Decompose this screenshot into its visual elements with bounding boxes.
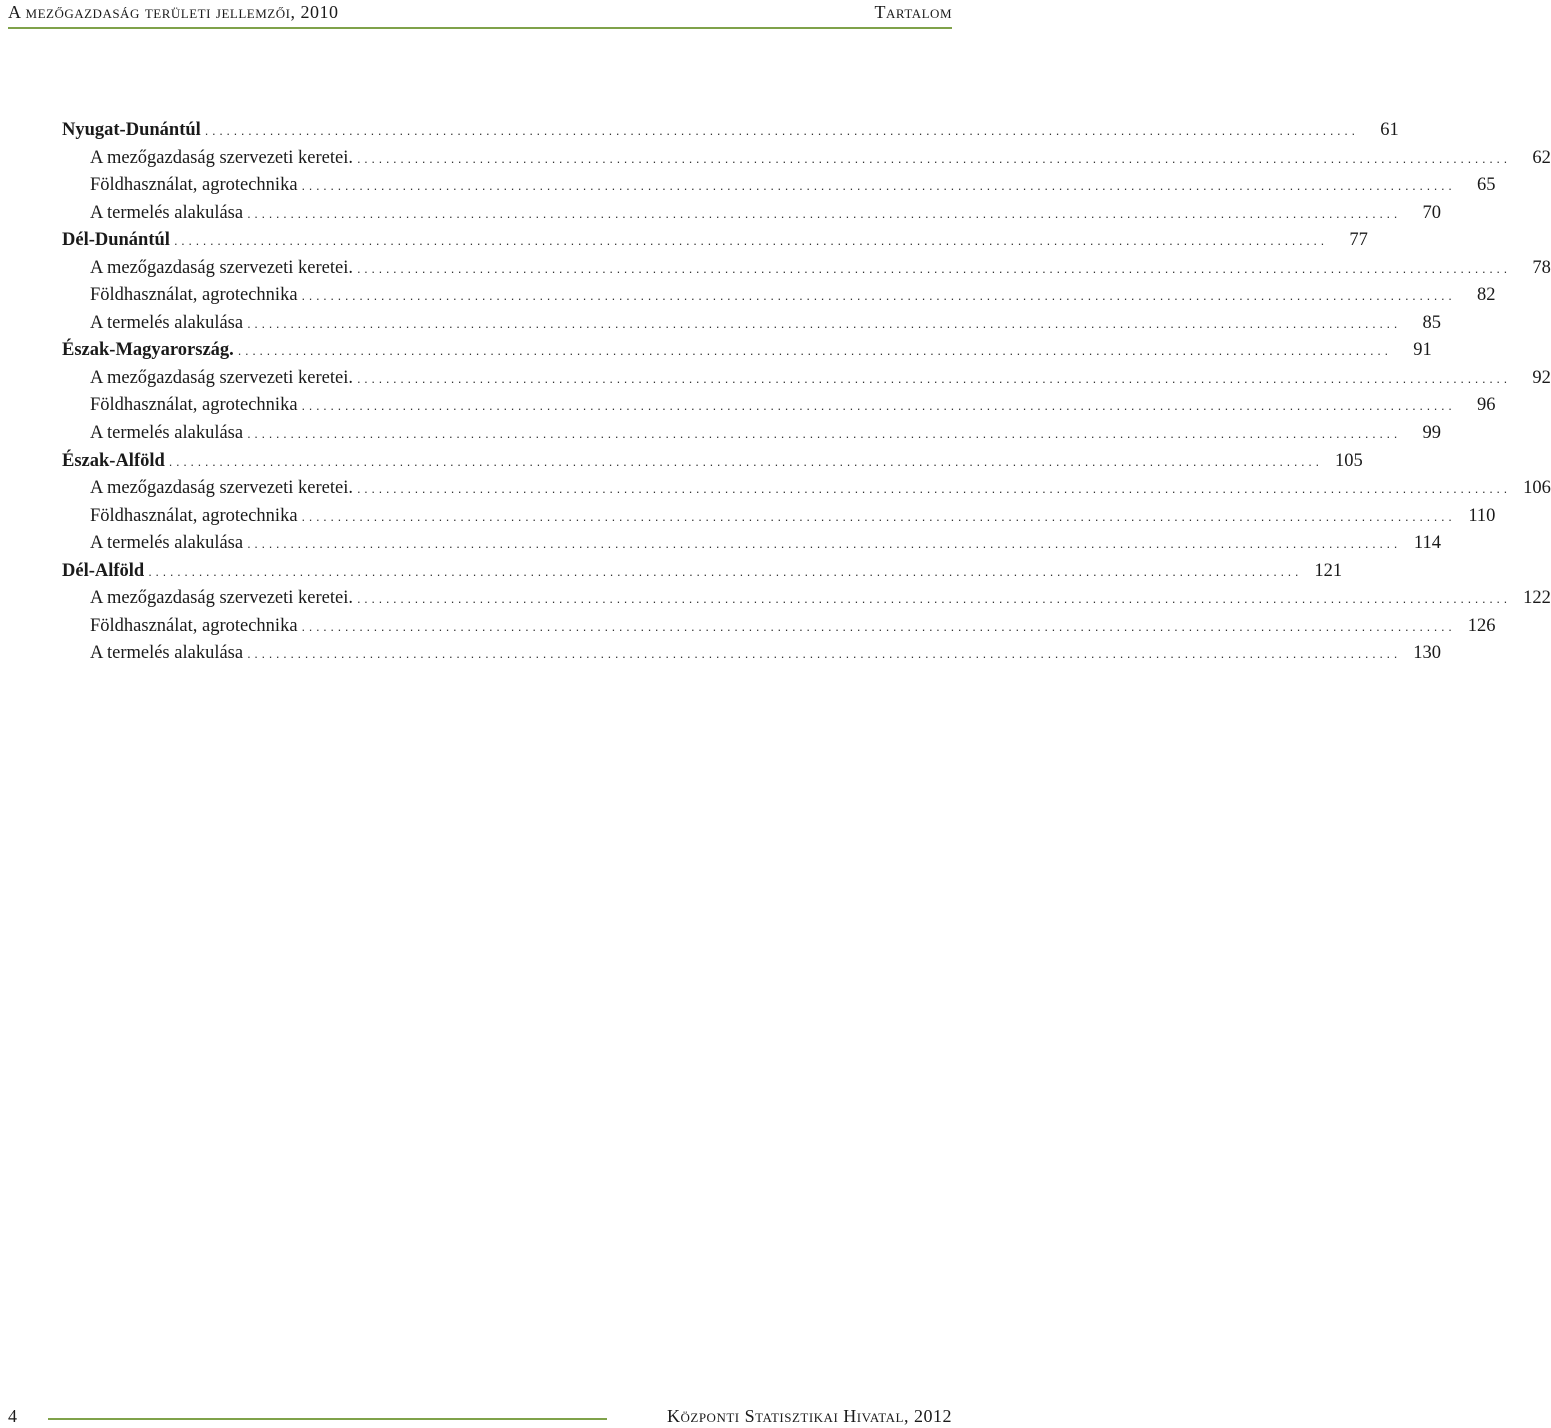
- table-of-contents: [62, 117, 1551, 668]
- toc-entry-page: 130: [1413, 643, 1441, 664]
- toc-subsection-entry[interactable]: [62, 255, 1551, 283]
- toc-entry-title: A mezőgazdaság szervezeti keretei.: [90, 588, 353, 609]
- toc-entry-page: 62: [1532, 147, 1551, 168]
- toc-entry-page: 99: [1422, 423, 1441, 444]
- toc-subsection-entry[interactable]: [62, 585, 1551, 613]
- toc-entry-page: 105: [1334, 450, 1363, 471]
- toc-entry-title: Észak-Alföld: [62, 450, 165, 471]
- toc-entry-page: 85: [1422, 312, 1441, 333]
- toc-entry-title: Földhasználat, agrotechnika: [90, 285, 298, 306]
- dot-leader: ................................................................................................................................................................: [204, 123, 1359, 138]
- toc-entry-page: 77: [1349, 230, 1368, 251]
- dot-leader: ................................................................................................................................................................: [356, 591, 1511, 607]
- dot-leader: ................................................................................................................................................................: [148, 563, 1303, 579]
- toc-subsection-entry[interactable]: [62, 282, 1496, 310]
- dot-leader: ................................................................................................................................................................: [168, 453, 1323, 469]
- toc-entry-title: A mezőgazdaság szervezeti keretei.: [90, 257, 353, 278]
- toc-subsection-entry[interactable]: [62, 613, 1496, 641]
- dot-leader: ................................................................................................................................................................: [356, 150, 1511, 166]
- toc-entry-page: 114: [1413, 533, 1441, 554]
- toc-entry-title: Dél-Alföld: [62, 560, 145, 581]
- toc-entry-title: A termelés alakulása: [90, 643, 244, 664]
- toc-entry-page: 106: [1523, 478, 1551, 499]
- toc-entry-page: 91: [1413, 340, 1432, 361]
- toc-entry-page: 122: [1523, 588, 1551, 609]
- toc-region-entry[interactable]: [62, 337, 1432, 365]
- dot-leader: ................................................................................................................................................................: [356, 260, 1511, 276]
- page-footer: [8, 1400, 952, 1428]
- toc-entry-page: 61: [1380, 120, 1399, 140]
- toc-entry-title: Földhasználat, agrotechnika: [90, 615, 298, 636]
- toc-region-entry[interactable]: [62, 227, 1368, 255]
- toc-subsection-entry[interactable]: [62, 475, 1551, 503]
- toc-region-entry[interactable]: [62, 558, 1343, 586]
- toc-entry-title: A mezőgazdaság szervezeti keretei.: [90, 147, 353, 168]
- toc-entry-page: 65: [1476, 175, 1496, 196]
- dot-leader: ................................................................................................................................................................: [173, 233, 1328, 249]
- dot-leader: ................................................................................................................................................................: [247, 205, 1401, 221]
- toc-entry-page: 70: [1422, 202, 1441, 223]
- toc-entry-page: 82: [1476, 285, 1496, 306]
- toc-entry-title: Észak-Magyarország.: [62, 340, 234, 361]
- toc-subsection-entry[interactable]: [62, 420, 1441, 448]
- toc-region-entry[interactable]: [62, 448, 1363, 476]
- footer-rule: [48, 1418, 607, 1420]
- toc-subsection-entry[interactable]: [62, 392, 1496, 420]
- dot-leader: ................................................................................................................................................................: [301, 508, 1456, 524]
- dot-leader: ................................................................................................................................................................: [356, 370, 1511, 386]
- toc-entry-page: 92: [1532, 367, 1551, 388]
- toc-subsection-entry[interactable]: [62, 503, 1496, 531]
- toc-entry-title: A termelés alakulása: [90, 202, 244, 223]
- toc-subsection-entry[interactable]: [62, 530, 1441, 558]
- toc-entry-title: Földhasználat, agrotechnika: [90, 395, 298, 416]
- dot-leader: ................................................................................................................................................................: [247, 646, 1401, 662]
- toc-entry-page: 110: [1468, 505, 1496, 526]
- dot-leader: ................................................................................................................................................................: [237, 343, 1392, 359]
- toc-subsection-entry[interactable]: [62, 200, 1441, 228]
- toc-entry-title: Földhasználat, agrotechnika: [90, 175, 298, 196]
- toc-entry-title: A mezőgazdaság szervezeti keretei.: [90, 367, 353, 388]
- dot-leader: ................................................................................................................................................................: [301, 618, 1456, 634]
- toc-entry-title: Nyugat-Dunántúl: [62, 120, 201, 140]
- toc-region-entry[interactable]: [62, 117, 1399, 145]
- toc-entry-title: A termelés alakulása: [90, 533, 244, 554]
- toc-subsection-entry[interactable]: [62, 365, 1551, 393]
- toc-subsection-entry[interactable]: [62, 640, 1441, 668]
- toc-entry-title: Dél-Dunántúl: [62, 230, 170, 251]
- toc-entry-title: A termelés alakulása: [90, 423, 244, 444]
- toc-entry-title: A termelés alakulása: [90, 312, 244, 333]
- section-title: Tartalom: [874, 2, 952, 22]
- publisher-name: Központi Statisztikai Hivatal, 2012: [667, 1406, 952, 1426]
- running-title: A mezőgazdaság területi jellemzői, 2010: [8, 2, 339, 22]
- dot-leader: ................................................................................................................................................................: [301, 398, 1456, 414]
- toc-subsection-entry[interactable]: [62, 145, 1551, 173]
- dot-leader: ................................................................................................................................................................: [247, 315, 1401, 331]
- dot-leader: ................................................................................................................................................................: [247, 426, 1401, 442]
- toc-subsection-entry[interactable]: [62, 310, 1441, 338]
- toc-entry-page: 78: [1532, 257, 1551, 278]
- page-header: [8, 0, 952, 28]
- dot-leader: ................................................................................................................................................................: [356, 481, 1511, 497]
- toc-entry-page: 96: [1476, 395, 1496, 416]
- toc-subsection-entry[interactable]: [62, 172, 1496, 200]
- header-rule: [8, 27, 952, 29]
- toc-entry-page: 126: [1467, 615, 1496, 636]
- dot-leader: ................................................................................................................................................................: [247, 536, 1401, 552]
- dot-leader: ................................................................................................................................................................: [301, 178, 1456, 194]
- toc-entry-page: 121: [1314, 560, 1343, 581]
- page-number: 4: [8, 1406, 17, 1426]
- dot-leader: ................................................................................................................................................................: [301, 288, 1456, 304]
- toc-entry-title: Földhasználat, agrotechnika: [90, 505, 298, 526]
- toc-entry-title: A mezőgazdaság szervezeti keretei.: [90, 478, 353, 499]
